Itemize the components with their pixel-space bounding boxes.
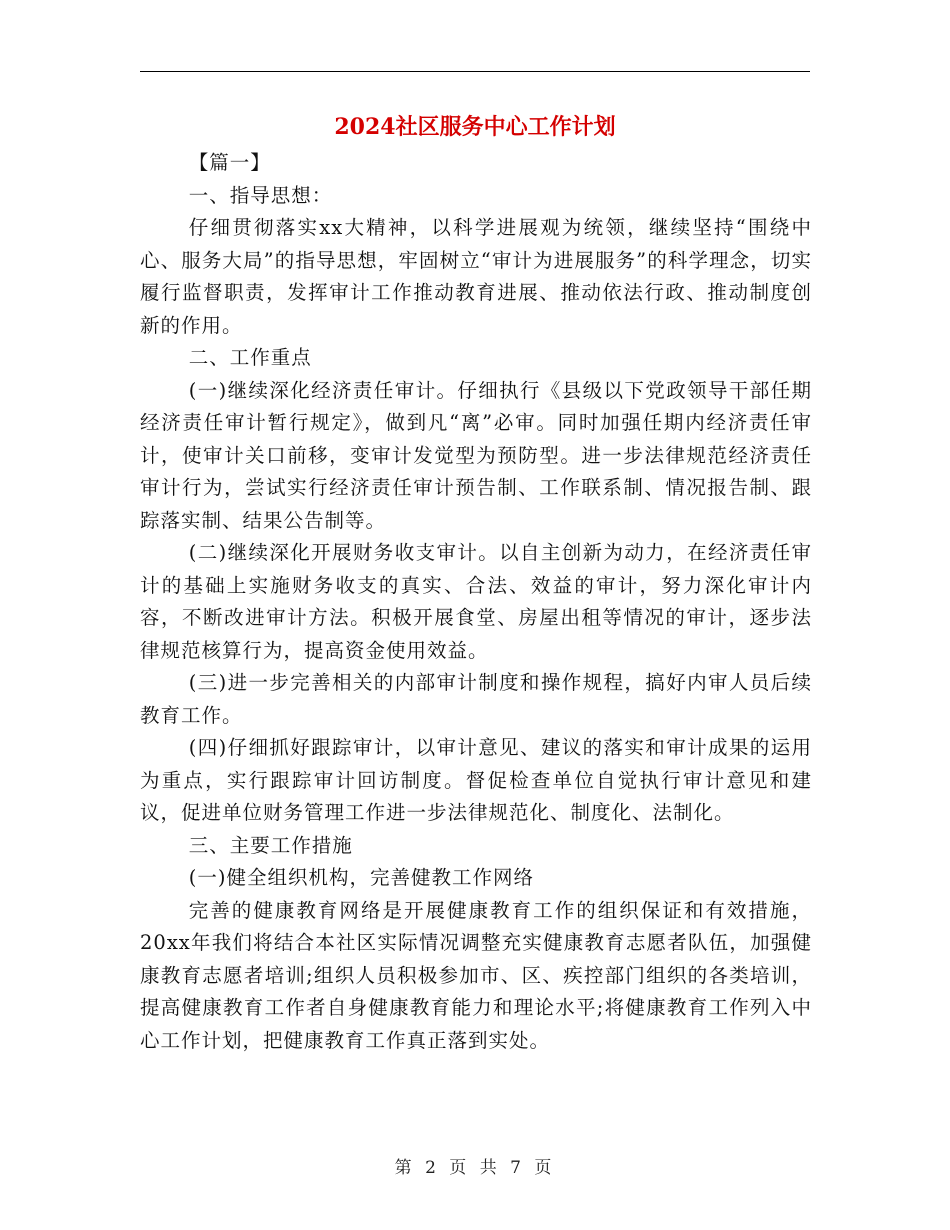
heading-main-measures: 三、主要工作措施 (188, 833, 353, 857)
document-body (140, 147, 812, 1057)
page-number: 第 2 页 共 7 页 (394, 1158, 556, 1178)
document-title: 2024社区服务中心工作计划 (334, 114, 616, 140)
heading-guiding-thought: 一、指导思想： (188, 183, 333, 207)
paragraph-measure-1: 完善的健康教育网络是开展健康教育工作的组织保证和有效措施，20xx年我们将结合本社区实际情况调整充实健康教育志愿者队伍，加强健康教育志愿者培训;组织人员积极参加市、区、疾控部门组织的各类培训，提高健康教育工作者自身健康教育能力和理论水平;将健康教育工作列入中心工作计划，把健康教育工作真正落到实处。 (140, 898, 812, 1052)
paragraph-focus-2: (二)继续深化开展财务收支审计。以自主创新为动力，在经济责任审计的基础上实施财务收支的真实、合法、效益的审计，努力深化审计内容，不断改进审计方法。积极开展食堂、房屋出租等情况的审计，逐步法律规范核算行为，提高资金使用效益。 (140, 541, 812, 662)
paragraph-focus-3: (三)进一步完善相关的内部审计制度和操作规程，搞好内审人员后续教育工作。 (140, 671, 812, 727)
paragraph-guiding-thought: 仔细贯彻落实xx大精神，以科学进展观为统领，继续坚持“围绕中心、服务大局”的指导思想，牢固树立“审计为进展服务”的科学理念，切实履行监督职责，发挥审计工作推动教育进展、推动依法行政、推动制度创新的作用。 (140, 216, 812, 337)
paragraph-focus-4: (四)仔细抓好跟踪审计，以审计意见、建议的落实和审计成果的运用为重点，实行跟踪审计回访制度。督促检查单位自觉执行审计意见和建议，促进单位财务管理工作进一步法律规范化、制度化、法制化。 (140, 736, 812, 824)
subheading-measure-1: (一)健全组织机构，完善健教工作网络 (188, 866, 534, 889)
section-label: 【篇一】 (188, 151, 271, 174)
header-rule (140, 71, 810, 72)
paragraph-focus-1: (一)继续深化经济责任审计。仔细执行《县级以下党政领导干部任期经济责任审计暂行规定》，做到凡“离”必审。同时加强任期内经济责任审计，使审计关口前移，变审计发觉型为预防型。进一步法律规范经济责任审计行为，尝试实行经济责任审计预告制、工作联系制、情况报告制、跟踪落实制、结果公告制等。 (140, 378, 812, 532)
heading-work-focus: 二、工作重点 (188, 346, 312, 369)
